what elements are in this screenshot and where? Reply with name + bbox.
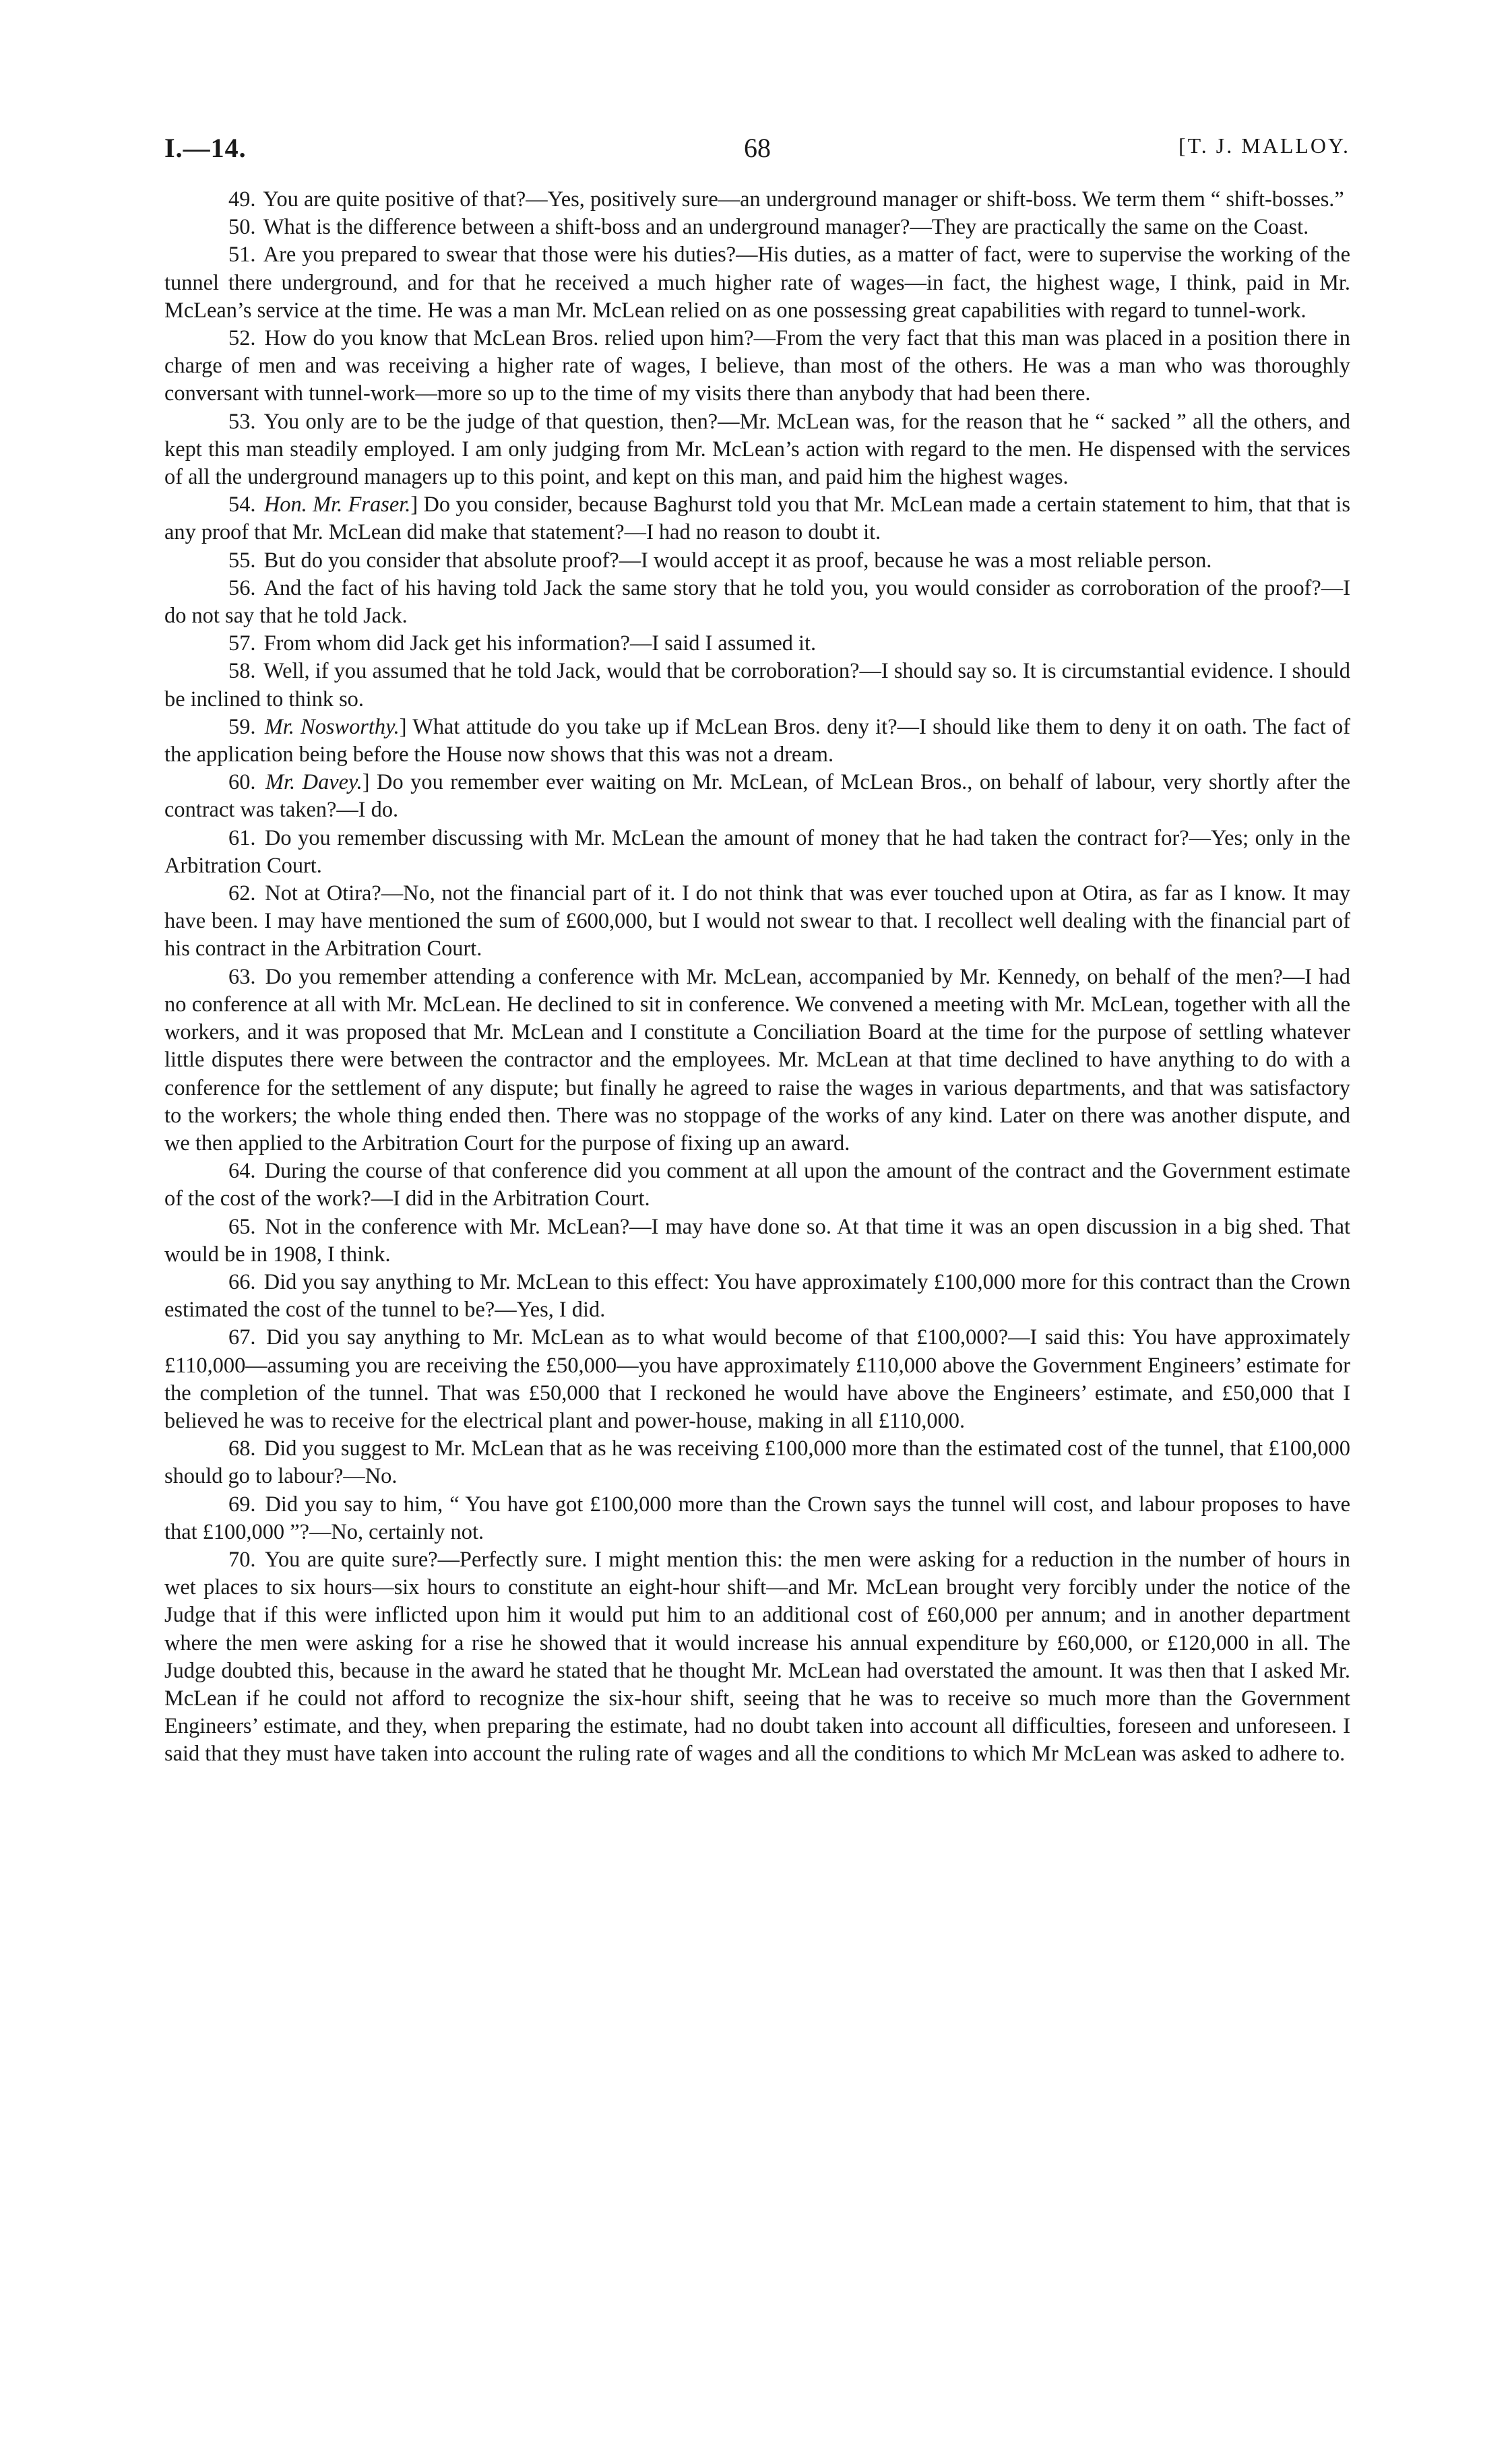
question-59: 59. Mr. Nosworthy.] What attitude do you take up if McLean Bros. deny it?—I should like them to deny it on oath. The fact of the application being before the House now shows that this was not a dream.: [164, 714, 1350, 767]
question-text: You only are to be the judge of that question, then?—Mr. McLean was, for the reason that he “ sacked ” all the others, and kept this man steadily employed. I am only judging from Mr. McLean’s action with regard to the men. He dispensed with the services of all the underground managers up to this point, and kept on this man, and paid him the highest wages.: [164, 409, 1350, 490]
question-number: 53.: [228, 409, 256, 434]
question-text: Did you say anything to Mr. McLean as to what would become of that £100,000?—I said this: You have approximately £110,000—assuming you are receiving the £50,000—you have approximately £110,000 above the Government Engineers’ estimate for the completion of the tunnel. That was £50,000 that I reckoned he would have above the Engineers’ estimate, and £50,000 that I believed he was to receive for the electrical plant and power-house, making in all £110,000.: [164, 1325, 1350, 1433]
question-number: 60.: [228, 770, 256, 795]
question-number: 70.: [228, 1547, 256, 1572]
witness-name: [T. J. MALLOY.: [1178, 133, 1350, 158]
question-49: [164, 186, 1350, 214]
question-text: Are you prepared to swear that those were his duties?—His duties, as a matter of fact, were to supervise the working of the tunnel there underground, and for that he received a much higher rate of wages—in fact, the highest wage, I think, paid in Mr. McLean’s service at the time. He was a man Mr. McLean relied on as one possessing great capabilities with regard to tunnel-work.: [164, 243, 1350, 323]
question-text: From whom did Jack get his information?—I said I assumed it.: [263, 631, 817, 656]
question-54: 54. Hon. Mr. Fraser.] Do you consider, because Baghurst told you that Mr. McLean made a certain statement to him, that that is any proof that Mr. McLean did make that statement?—I had no reason to doubt it.: [164, 493, 1350, 545]
question-text: Do you remember discussing with Mr. McLean the amount of money that he had taken the contract for?—Yes; only in the Arbitration Court.: [164, 825, 1350, 878]
question-65: [164, 1213, 1350, 1269]
question-50: [164, 214, 1350, 241]
page-number: 68: [744, 133, 771, 163]
document-page: [164, 132, 1350, 1769]
question-text: During the course of that conference did you comment at all upon the amount of the contract and the Government estimate of the cost of the work?—I did in the Arbitration Court.: [164, 1159, 1350, 1211]
question-text: But do you consider that absolute proof?—I would accept it as proof, because he was a most reliable person.: [263, 548, 1212, 573]
question-70: [164, 1546, 1350, 1769]
question-53: [164, 408, 1350, 492]
question-number: 67.: [228, 1325, 256, 1350]
question-text: And the fact of his having told Jack the same story that he told you, you would consider as corroboration of the proof?—I do not say that he told Jack.: [164, 575, 1350, 629]
question-text: You are quite positive of that?—Yes, positively sure—an underground manager or shift-boss. We term them “ shift-bosses.”: [263, 187, 1344, 212]
question-text: Not at Otira?—No, not the financial part of it. I do not think that was ever touched upon at Otira, as far as I know. It may have been. I may have mentioned the sum of £600,000, but I would not swear to that. I recollect well dealing with the financial part of his contract in the Arbitration Court.: [164, 881, 1350, 961]
question-number: 50.: [228, 215, 256, 240]
page-header: [164, 132, 1350, 182]
question-text: Do you remember ever waiting on Mr. McLean, of McLean Bros., on behalf of labour, very shortly after the contract was taken?—I do.: [164, 770, 1350, 823]
question-60: 60. Mr. Davey.] Do you remember ever waiting on Mr. McLean, of McLean Bros., on behalf of labour, very shortly after the contract was taken?—I do.: [164, 770, 1350, 823]
question-68: [164, 1435, 1350, 1490]
question-51: [164, 241, 1350, 325]
question-number: 49.: [228, 187, 256, 212]
question-number: 68.: [228, 1436, 256, 1461]
question-number: 55.: [228, 548, 256, 573]
question-text: Did you say anything to Mr. McLean to this effect: You have approximately £100,000 more for this contract than the Crown estimated the cost of the tunnel to be?—Yes, I did.: [164, 1269, 1350, 1323]
question-number: 54.: [228, 493, 256, 517]
question-number: 62.: [228, 881, 256, 906]
question-number: 57.: [228, 631, 256, 656]
question-55: [164, 547, 1350, 575]
question-number: 58.: [228, 659, 256, 684]
question-67: [164, 1324, 1350, 1435]
question-56: [164, 575, 1350, 630]
question-52: [164, 325, 1350, 408]
question-text: How do you know that McLean Bros. relied upon him?—From the very fact that this man was placed in a position there in charge of men and was receiving a higher rate of wages, I believe, than most of the others. He was a man who was thoroughly conversant with tunnel-work—more so up to the time of my visits there than anybody that had been there.: [164, 326, 1350, 406]
question-text: Do you remember attending a conference with Mr. McLean, accompanied by Mr. Kennedy, on behalf of the men?—I had no conference at all with Mr. McLean. He declined to sit in conference. We convened a meeting with Mr. McLean, together with all the workers, and it was proposed that Mr. McLean and I constitute a Conciliation Board at the time for the purpose of settling whatever little disputes there were between the contractor and the employees. Mr. McLean at that time declined to have anything to do with a conference for the settlement of any dispute; but finally he agreed to raise the wages in various departments, and that was satisfactory to the workers; the whole thing ended then. There was no stoppage of the works of any kind. Later on there was another dispute, and we then applied to the Arbitration Court for the purpose of fixing up an award.: [164, 964, 1350, 1155]
question-number: 64.: [228, 1159, 256, 1184]
question-number: 51.: [228, 243, 256, 267]
question-64: [164, 1157, 1350, 1213]
question-text: Well, if you assumed that he told Jack, would that be corroboration?—I should say so. It is circumstantial evidence. I should be inclined to think so.: [164, 659, 1350, 711]
evidence-text: [164, 186, 1350, 1769]
speaker-name: Mr. Nosworthy.: [264, 714, 400, 739]
question-63: [164, 963, 1350, 1157]
question-text: Did you say to him, “ You have got £100,000 more than the Crown says the tunnel will cost, and labour proposes to have that £100,000 ”?—No, certainly not.: [164, 1492, 1350, 1544]
question-66: [164, 1269, 1350, 1324]
question-number: 56.: [228, 575, 256, 600]
question-number: 63.: [228, 964, 256, 989]
speaker-name: Hon. Mr. Fraser.: [263, 493, 411, 517]
question-text: Did you suggest to Mr. McLean that as he was receiving £100,000 more than the estimated cost of the tunnel, that £100,000 should go to labour?—No.: [164, 1436, 1350, 1489]
question-61: [164, 825, 1350, 880]
question-text: You are quite sure?—Perfectly sure. I might mention this: the men were asking for a reduction in the number of hours in wet places to six hours—six hours to constitute an eight-hour shift—and Mr. McLean brought very forcibly under the notice of the Judge that if this were inflicted upon him it would put him to an additional cost of £60,000 per annum; and in another department where the men were asking for a rise he showed that it would increase his annual expenditure by £60,000, or £120,000 in all. The Judge doubted this, because in the award he stated that he thought Mr. McLean had overstated the amount. It was then that I asked Mr. McLean if he could not afford to recognize the six-hour shift, seeing that he was to receive so much more than the Government Engineers’ estimate, and they, when preparing the estimate, had no doubt taken into account all difficulties, foreseen and unforeseen. I said that they must have taken into account the ruling rate of wages and all the conditions to which Mr McLean was asked to adhere to.: [164, 1547, 1350, 1767]
question-text: Do you consider, because Baghurst told you that Mr. McLean made a certain statement to him, that that is any proof that Mr. McLean did make that statement?—I had no reason to doubt it.: [164, 493, 1350, 545]
question-number: 66.: [228, 1269, 256, 1294]
question-number: 61.: [228, 825, 256, 850]
question-number: 65.: [228, 1214, 256, 1239]
question-57: [164, 630, 1350, 658]
paper-reference: I.—14.: [164, 133, 247, 163]
question-text: Not in the conference with Mr. McLean?—I may have done so. At that time it was an open discussion in a big shed. That would be in 1908, I think.: [164, 1214, 1350, 1267]
question-number: 59.: [228, 714, 256, 739]
question-62: [164, 880, 1350, 963]
question-number: 69.: [228, 1492, 256, 1517]
question-58: [164, 658, 1350, 713]
question-number: 52.: [228, 326, 256, 351]
question-69: [164, 1491, 1350, 1546]
speaker-name: Mr. Davey.: [265, 770, 363, 795]
question-text: What attitude do you take up if McLean Bros. deny it?—I should like them to deny it on oath. The fact of the application being before the House now shows that this was not a dream.: [164, 714, 1350, 767]
question-text: What is the difference between a shift-boss and an underground manager?—They are practically the same on the Coast.: [263, 215, 1309, 240]
